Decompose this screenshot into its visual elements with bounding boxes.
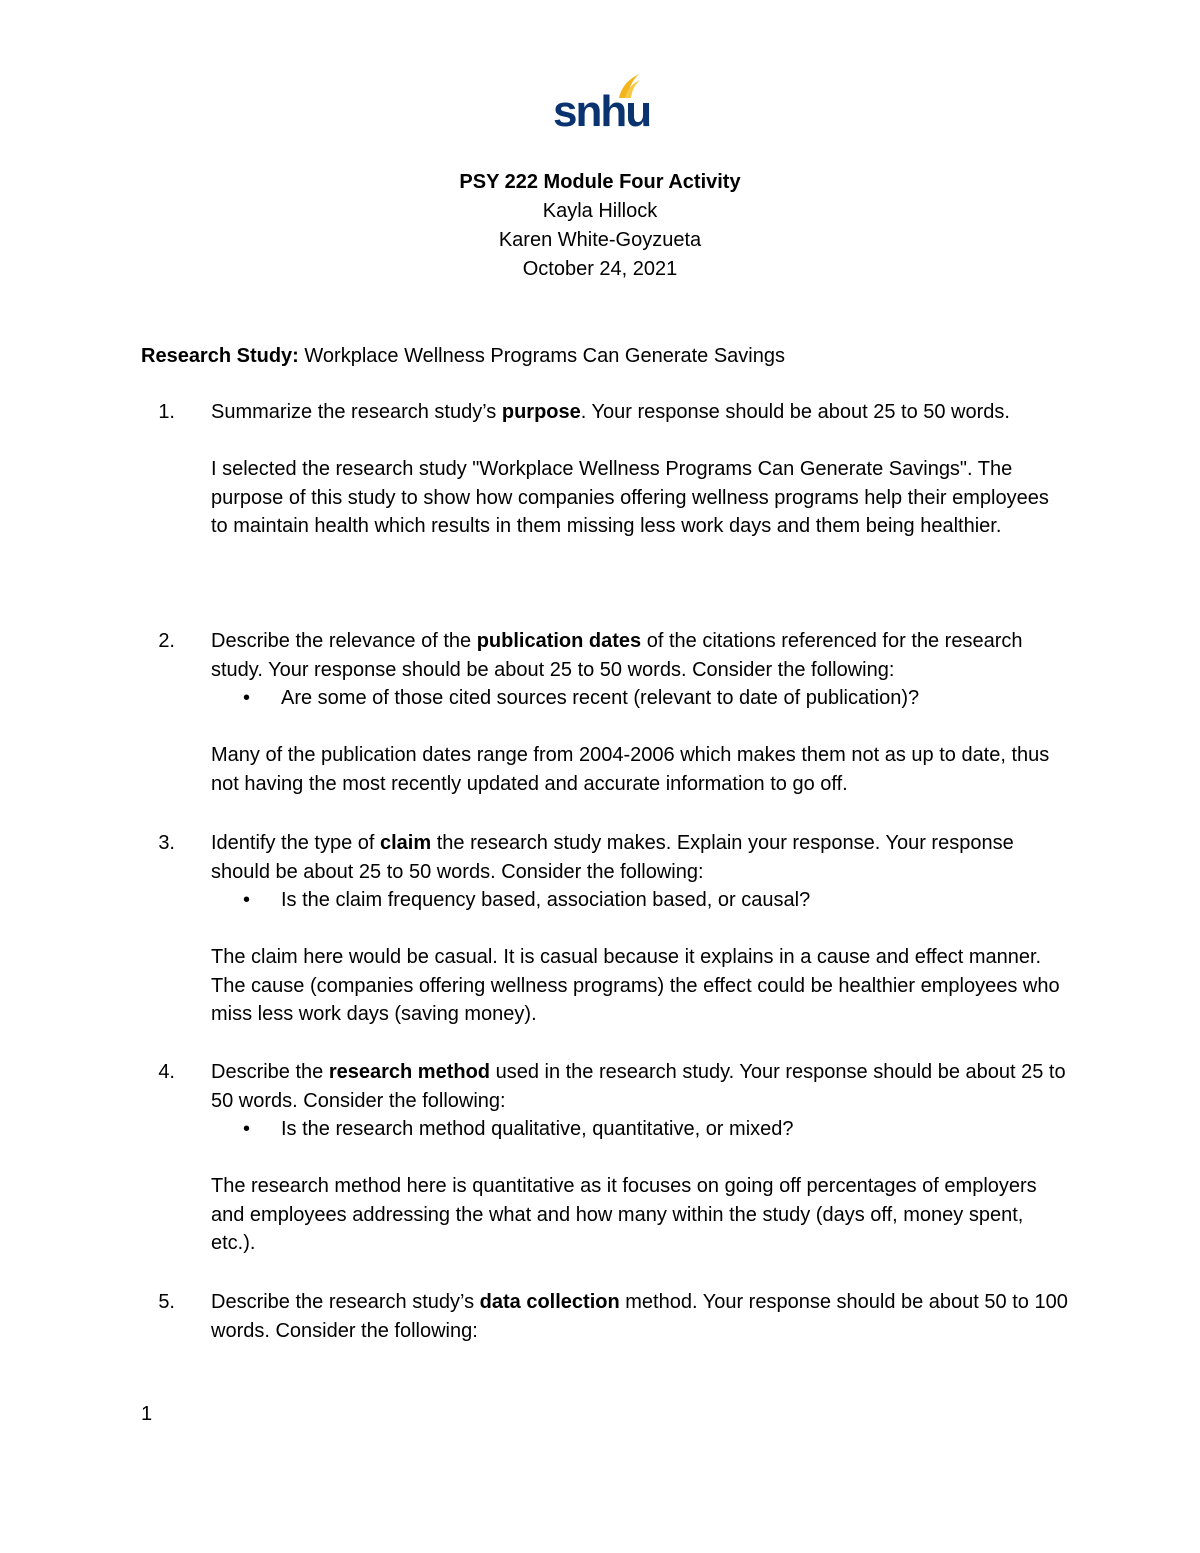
prompt-text: . Your response should be about 25 to 50 words. bbox=[580, 401, 1010, 423]
prompt-text: of the citations referenced for the research study. Your response should be about 25 to 50 words. Consider the following: bbox=[211, 630, 1023, 681]
prompt-text: Describe the research study’s bbox=[211, 1291, 480, 1313]
prompt-text: used in the research study. Your response should be about 25 to 50 words. Consider the following: bbox=[211, 1061, 1066, 1112]
question-number: 5. bbox=[158, 1291, 175, 1313]
bullet-text: Is the claim frequency based, association based, or causal? bbox=[281, 889, 811, 911]
question-prompt bbox=[211, 1058, 1071, 1115]
question-prompt bbox=[211, 627, 1071, 684]
document-date: October 24, 2021 bbox=[522, 258, 678, 280]
prompt-keyword: data collection bbox=[479, 1291, 620, 1313]
prompt-text: Summarize the research study’s bbox=[211, 401, 502, 423]
answer-text: The research method here is quantitative as it focuses on going off percentages of employers and employees addressing the what and how many within the study (days off, money spent, etc.). bbox=[211, 1175, 1037, 1254]
research-study-label: Research Study: bbox=[141, 345, 299, 367]
bullet-item bbox=[141, 1115, 1071, 1144]
answer-text: I selected the research study "Workplace Wellness Programs Can Generate Savings". The purpose of this study to show how companies offering wellness programs help their employees to maintain health which results in them missing less work days and them being healthier. bbox=[211, 458, 1049, 537]
instructor-name: Karen White-Goyzueta bbox=[498, 229, 702, 251]
question-number: 3. bbox=[158, 832, 175, 854]
question-number: 2. bbox=[158, 630, 175, 652]
bullet-item bbox=[141, 684, 1071, 713]
logo-wordmark: snhu bbox=[553, 87, 651, 136]
question-number: 1. bbox=[158, 401, 175, 423]
bullet-icon: • bbox=[243, 687, 251, 709]
prompt-keyword: claim bbox=[380, 832, 432, 854]
answer-text: The claim here would be casual. It is casual because it explains in a cause and effect manner. The cause (companies offering wellness programs) the effect could be healthier employees who miss less work days (saving money). bbox=[211, 946, 1060, 1025]
question-number: 4. bbox=[158, 1061, 175, 1083]
question-prompt bbox=[211, 1288, 1071, 1345]
student-name: Kayla Hillock bbox=[542, 200, 658, 222]
prompt-keyword: purpose bbox=[501, 401, 581, 423]
prompt-text: Describe the bbox=[211, 1061, 329, 1083]
bullet-icon: • bbox=[243, 889, 251, 911]
question-prompt bbox=[211, 398, 1071, 427]
bullet-icon: • bbox=[243, 1118, 251, 1140]
bullet-item bbox=[141, 886, 1071, 915]
question-item bbox=[141, 398, 1071, 541]
document-title: PSY 222 Module Four Activity bbox=[459, 171, 741, 193]
snhu-logo bbox=[553, 72, 651, 136]
question-item bbox=[141, 829, 1071, 1029]
page-number: 1 bbox=[141, 1403, 153, 1425]
question-item bbox=[141, 1058, 1071, 1258]
prompt-text: the research study makes. Explain your response. Your response should be about 25 to 50 words. Consider the following: bbox=[211, 832, 1014, 883]
document-header bbox=[0, 168, 1200, 284]
question-item bbox=[141, 1288, 1071, 1345]
prompt-text: method. Your response should be about 50 to 100 words. Consider the following: bbox=[211, 1291, 1068, 1342]
prompt-keyword: research method bbox=[328, 1061, 491, 1083]
question-prompt bbox=[211, 829, 1071, 886]
bullet-text: Is the research method qualitative, quantitative, or mixed? bbox=[281, 1118, 794, 1140]
research-study-name: Workplace Wellness Programs Can Generate Savings bbox=[304, 345, 785, 367]
research-study-line bbox=[141, 342, 785, 371]
bullet-text: Are some of those cited sources recent (relevant to date of publication)? bbox=[281, 687, 920, 709]
prompt-text: Describe the relevance of the bbox=[211, 630, 477, 652]
answer-text: Many of the publication dates range from 2004-2006 which makes them not as up to date, thus not having the most recently updated and accurate information to go off. bbox=[211, 744, 1050, 795]
question-item bbox=[141, 627, 1071, 798]
prompt-text: Identify the type of bbox=[211, 832, 380, 854]
prompt-keyword: publication dates bbox=[476, 630, 642, 652]
